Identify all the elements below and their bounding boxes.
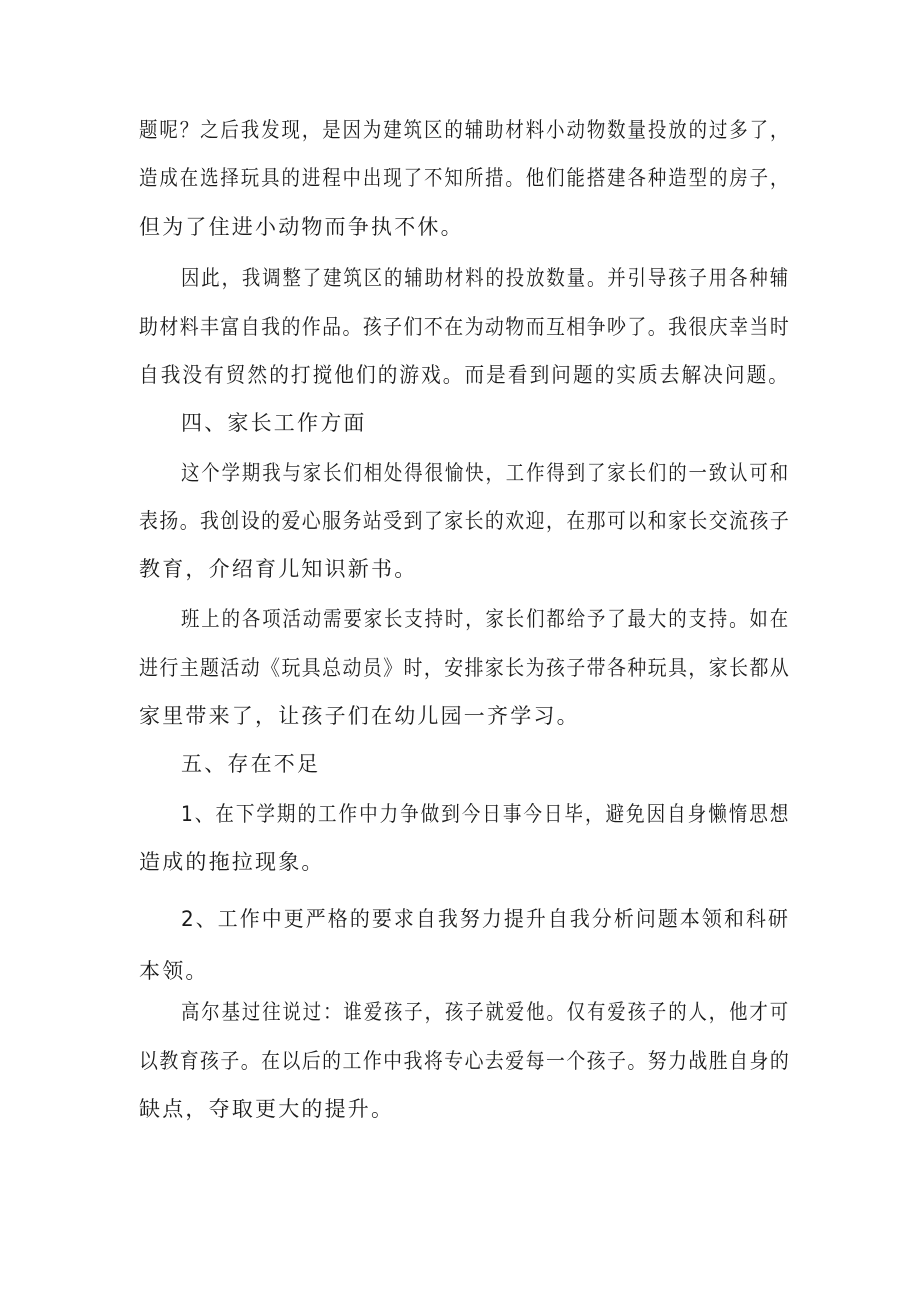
paragraph-line: 教育，介绍育儿知识新书。 <box>139 557 418 581</box>
list-item-line: 2、工作中更严格的要求自我努力提升自我分析问题本领和科研 <box>181 907 790 931</box>
paragraph-line: 助材料丰富自我的作品。孩子们不在为动物而互相争吵了。我很庆幸当时 <box>139 315 791 339</box>
paragraph-line: 班上的各项活动需要家长支持时，家长们都给予了最大的支持。如在 <box>181 607 790 631</box>
paragraph-line: 以教育孩子。在以后的工作中我将专心去爱每一个孩子。努力战胜自身的 <box>139 1049 791 1073</box>
paragraph-line: 表扬。我创设的爱心服务站受到了家长的欢迎，在那可以和家长交流孩子 <box>139 509 791 533</box>
paragraph-line: 因此，我调整了建筑区的辅助材料的投放数量。并引导孩子用各种辅 <box>181 266 790 290</box>
paragraph-line: 题呢？之后我发现，是因为建筑区的辅助材料小动物数量投放的过多了， <box>139 118 791 142</box>
paragraph-line: 这个学期我与家长们相处得很愉快，工作得到了家长们的一致认可和 <box>181 461 790 485</box>
paragraph-line: 高尔基过往说过：谁爱孩子，孩子就爱他。仅有爱孩子的人，他才可 <box>181 1000 790 1024</box>
paragraph-line: 自我没有贸然的打搅他们的游戏。而是看到问题的实质去解决问题。 <box>139 363 790 387</box>
paragraph-line: 造成在选择玩具的进程中出现了不知所措。他们能搭建各种造型的房子， <box>139 166 791 190</box>
list-item-line: 造成的拖拉现象。 <box>139 850 325 874</box>
paragraph-line: 家里带来了，让孩子们在幼儿园一齐学习。 <box>139 704 580 728</box>
list-item-line: 1、在下学期的工作中力争做到今日事今日毕，避免因自身懒惰思想 <box>181 802 791 826</box>
section-heading: 四、家长工作方面 <box>181 411 367 435</box>
paragraph-line: 缺点，夺取更大的提升。 <box>139 1097 395 1121</box>
list-item-line: 本领。 <box>139 959 209 983</box>
section-heading: 五、存在不足 <box>181 752 321 776</box>
paragraph-line: 进行主题活动《玩具总动员》时，安排家长为孩子带各种玩具，家长都从 <box>139 656 791 680</box>
paragraph-line: 但为了住进小动物而争执不休。 <box>139 215 464 239</box>
